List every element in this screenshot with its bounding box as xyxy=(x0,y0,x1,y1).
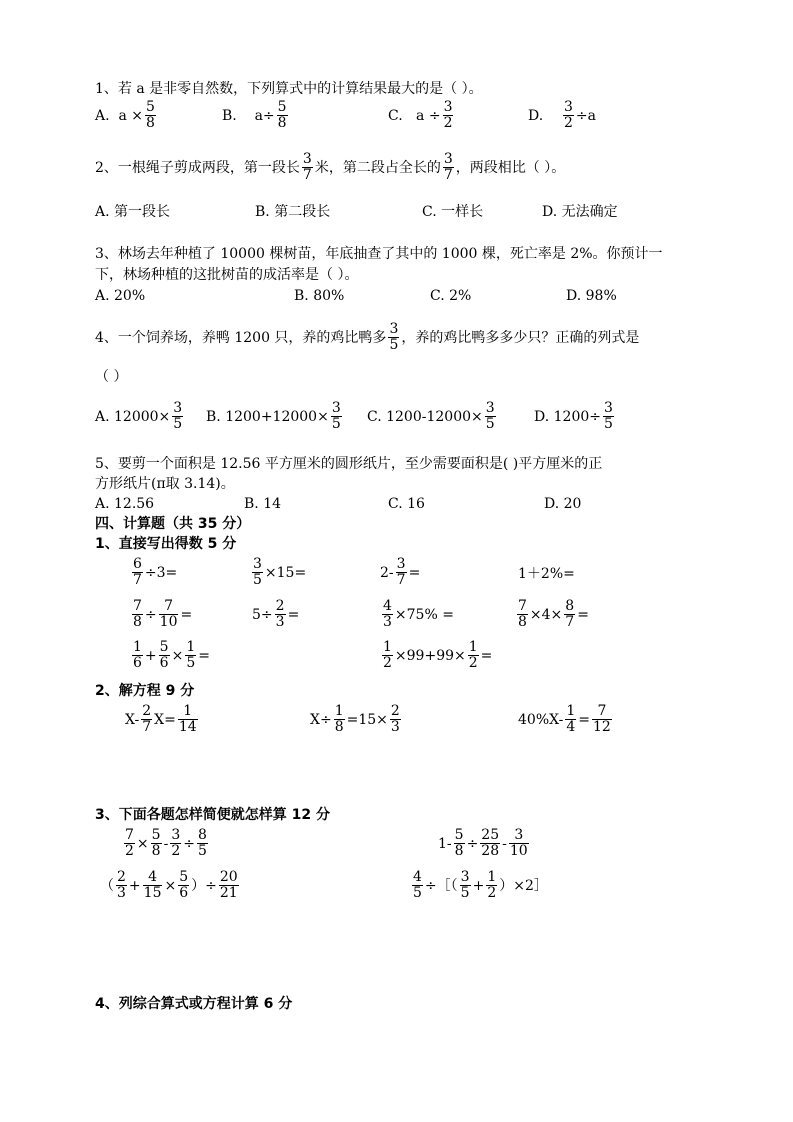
fraction: 3 10 xyxy=(509,827,528,859)
simp-text: 1- xyxy=(438,835,452,852)
fraction: $\frac{7}{8}$ xyxy=(518,598,527,630)
q4-option-c xyxy=(367,401,498,432)
fraction: 1 6 xyxy=(133,639,142,671)
q2-stem-a: 2、一根绳子剪成两段，第一段长 xyxy=(95,159,300,176)
calc-item xyxy=(130,557,177,588)
q4-option-a xyxy=(95,401,185,432)
calc-text: ×75% = xyxy=(394,606,454,623)
q4-stem-b: ，养的鸡比鸭多多少只？正确的列式是 xyxy=(401,329,640,346)
simp-text: + xyxy=(472,877,485,894)
calc-text: ÷ xyxy=(144,606,157,623)
simp-text: - xyxy=(502,835,507,852)
fraction: $\frac{3}{5}$ xyxy=(173,400,183,432)
fraction: 2 7 xyxy=(142,703,152,735)
fraction: $\frac{1}{2}$ xyxy=(383,639,392,671)
equation xyxy=(125,704,200,735)
fraction: $\frac{1}{2}$ xyxy=(468,639,478,671)
q3-line1: 3、林场去年种植了 10000 棵树苗，年底抽查了其中的 1000 棵，死亡率是 2%。你预计一 xyxy=(95,246,663,262)
fraction: $\frac{3}{5}$ xyxy=(604,400,613,432)
fraction: $\frac{8}{7}$ xyxy=(565,598,575,630)
fraction: $\frac{7}{8}$ xyxy=(133,598,142,630)
fraction: $\frac{2}{3}$ xyxy=(275,598,285,630)
eq-text: = xyxy=(578,711,590,728)
q1-option-d xyxy=(528,100,596,131)
fraction: $\frac{5}{8}$ xyxy=(151,827,161,859)
q1-option-d-post: ÷a xyxy=(575,107,596,124)
calc-text: = xyxy=(480,647,493,664)
q1-option-c-label: C. xyxy=(388,107,403,124)
q2-stem xyxy=(95,152,565,183)
calc-text: 2- xyxy=(380,564,394,581)
calc-item xyxy=(380,640,492,671)
q3-option-d: D. 98% xyxy=(566,288,617,304)
fraction: $\frac{4}{15}$ xyxy=(143,869,162,901)
q2-option-d: D. 无法确定 xyxy=(542,204,618,220)
q3-line2: 下，林场种植的这批树苗的成活率是（ ）。 xyxy=(95,267,359,283)
fraction: $\frac{5}{6}$ xyxy=(179,869,189,901)
fraction: $\frac{7}{12}$ xyxy=(592,703,611,735)
fraction: 3 5 xyxy=(389,321,399,353)
fraction: 3 5 xyxy=(460,869,470,901)
calc-text: = xyxy=(577,606,589,623)
q4-stem xyxy=(95,322,639,353)
fraction: 3 7 xyxy=(443,151,453,183)
q1-option-c-pre: a ÷ xyxy=(416,107,441,124)
q4-option-d xyxy=(534,401,616,432)
simp-text: + xyxy=(128,877,141,894)
calc-text: × xyxy=(171,647,184,664)
simp-text: ）×2］ xyxy=(499,877,548,894)
fraction: $\frac{3}{2}$ xyxy=(443,99,453,131)
fraction: $\frac{4}{3}$ xyxy=(383,598,392,630)
fraction: $\frac{2}{3}$ xyxy=(390,703,400,735)
eq-text: X- xyxy=(125,711,140,728)
calc-text: 5÷ xyxy=(252,606,273,623)
fraction: $\frac{3}{5}$ xyxy=(331,400,341,432)
q4-blank: （ ） xyxy=(95,369,128,385)
q2-stem-b: 米，第二段占全长的 xyxy=(314,159,441,176)
q2-option-b: B. 第二段长 xyxy=(255,204,331,220)
simp-text: × xyxy=(136,835,149,852)
section-title: 四、计算题（共 35 分） xyxy=(95,516,251,532)
q2-stem-c: ，两段相比（ ）。 xyxy=(455,159,566,176)
q3-option-b: B. 80% xyxy=(294,288,345,304)
fraction: $\frac{3}{7}$ xyxy=(396,556,406,588)
q1-option-b-label: B. xyxy=(222,107,237,124)
fraction: $\frac{7}{10}$ xyxy=(159,598,178,630)
part2-heading: 2、解方程 9 分 xyxy=(95,683,195,699)
q1-option-c xyxy=(388,100,455,131)
q4-option-a-text: A. 12000× xyxy=(95,408,171,425)
eq-text: X÷ xyxy=(310,711,332,728)
fraction: $\frac{5}{6}$ xyxy=(159,639,169,671)
q3-option-c: C. 2% xyxy=(430,288,472,304)
fraction: $\frac{5}{8}$ xyxy=(146,99,155,131)
calc-text: = xyxy=(408,564,421,581)
q1-option-a xyxy=(95,100,158,131)
fraction: 2 3 xyxy=(117,869,126,901)
calc-item xyxy=(250,557,306,588)
fraction: $\frac{4}{5}$ xyxy=(413,869,422,901)
q4-option-b-text: B. 1200+12000× xyxy=(206,408,329,425)
q1-stem: 1、若 a 是非零自然数，下列算式中的计算结果最大的是（ ）。 xyxy=(95,81,483,97)
simp-text: - xyxy=(163,835,169,852)
calc-item xyxy=(515,599,589,630)
fraction: $\frac{6}{7}$ xyxy=(133,556,142,588)
q4-option-d-text: D. 1200÷ xyxy=(534,408,601,425)
q4-option-b xyxy=(206,401,344,432)
part3-heading: 3、下面各题怎样简便就怎样算 12 分 xyxy=(95,807,330,823)
q5-line2: 方形纸片(π取 3.14)。 xyxy=(95,476,235,492)
simp-text: （ xyxy=(100,877,114,894)
q1-option-a-label: A. xyxy=(95,107,110,124)
calc-item: 1＋2%= xyxy=(518,566,575,582)
calc-text: ×99+99× xyxy=(394,647,466,664)
calc-item xyxy=(380,557,420,588)
fraction: $\frac{5}{8}$ xyxy=(277,99,287,131)
q5-option-d: D. 20 xyxy=(544,496,582,512)
equation xyxy=(310,704,403,735)
fraction: $\frac{3}{5}$ xyxy=(253,556,262,588)
fraction: $\frac{1}{14}$ xyxy=(178,703,197,735)
part1-heading: 1、直接写出得数 5 分 xyxy=(95,536,237,552)
fraction: $\frac{3}{2}$ xyxy=(564,99,573,131)
q1-option-b-pre: a÷ xyxy=(254,107,275,124)
simplify-item xyxy=(100,870,241,901)
fraction: $\frac{8}{5}$ xyxy=(197,827,207,859)
simplify-item xyxy=(122,828,210,859)
calc-text: + xyxy=(144,647,157,664)
part4-heading: 4、列综合算式或方程计算 6 分 xyxy=(95,996,293,1012)
calc-item xyxy=(130,599,192,630)
fraction: $\frac{3}{5}$ xyxy=(485,400,495,432)
q4-stem-a: 4、一个饲养场，养鸭 1200 只，养的鸡比鸭多 xyxy=(95,329,387,346)
simp-text: ÷ xyxy=(183,835,195,852)
fraction: $\frac{1}{8}$ xyxy=(334,703,344,735)
simplify-item xyxy=(410,870,548,901)
q1-option-a-pre: a × xyxy=(118,107,143,124)
calc-item xyxy=(130,640,210,671)
fraction: $\frac{1}{4}$ xyxy=(566,703,576,735)
eq-text: =15× xyxy=(346,711,388,728)
equation xyxy=(518,704,614,735)
eq-text: X= xyxy=(154,711,176,728)
q1-option-b xyxy=(222,100,290,131)
q5-line1: 5、要剪一个面积是 12.56 平方厘米的圆形纸片，至少需要面积是( )平方厘米的正 xyxy=(95,456,603,472)
fraction: 3 7 xyxy=(302,151,312,183)
fraction: $\frac{7}{2}$ xyxy=(125,827,134,859)
calc-text: ×4× xyxy=(529,606,563,623)
simp-text: ）÷ xyxy=(191,877,217,894)
fraction: $\frac{25}{28}$ xyxy=(481,827,500,859)
q2-option-a: A. 第一段长 xyxy=(95,204,171,220)
calc-item xyxy=(252,599,299,630)
calc-text: ×15= xyxy=(264,564,307,581)
simp-text: ÷ xyxy=(466,835,479,852)
q5-option-b: B. 14 xyxy=(244,496,282,512)
calc-text: ÷3= xyxy=(144,564,178,581)
q5-option-c: C. 16 xyxy=(388,496,425,512)
calc-text: = xyxy=(287,606,300,623)
q3-option-a: A. 20% xyxy=(95,288,146,304)
q4-option-c-text: C. 1200-12000× xyxy=(367,408,483,425)
simp-text: ÷［（ xyxy=(424,877,458,894)
simplify-item xyxy=(438,828,531,859)
fraction: $\frac{20}{21}$ xyxy=(219,869,238,901)
fraction: $\frac{1}{2}$ xyxy=(487,869,497,901)
calc-item xyxy=(380,599,454,630)
q1-option-d-label: D. xyxy=(528,107,544,124)
fraction: $\frac{5}{8}$ xyxy=(454,827,464,859)
calc-text: = xyxy=(198,647,210,664)
q5-option-a: A. 12.56 xyxy=(95,496,155,512)
fraction: $\frac{1}{5}$ xyxy=(186,639,196,671)
q2-option-c: C. 一样长 xyxy=(422,204,484,220)
calc-text: = xyxy=(180,606,193,623)
fraction: $\frac{3}{2}$ xyxy=(171,827,181,859)
eq-text: 40%X- xyxy=(518,711,564,728)
simp-text: × xyxy=(164,877,177,894)
